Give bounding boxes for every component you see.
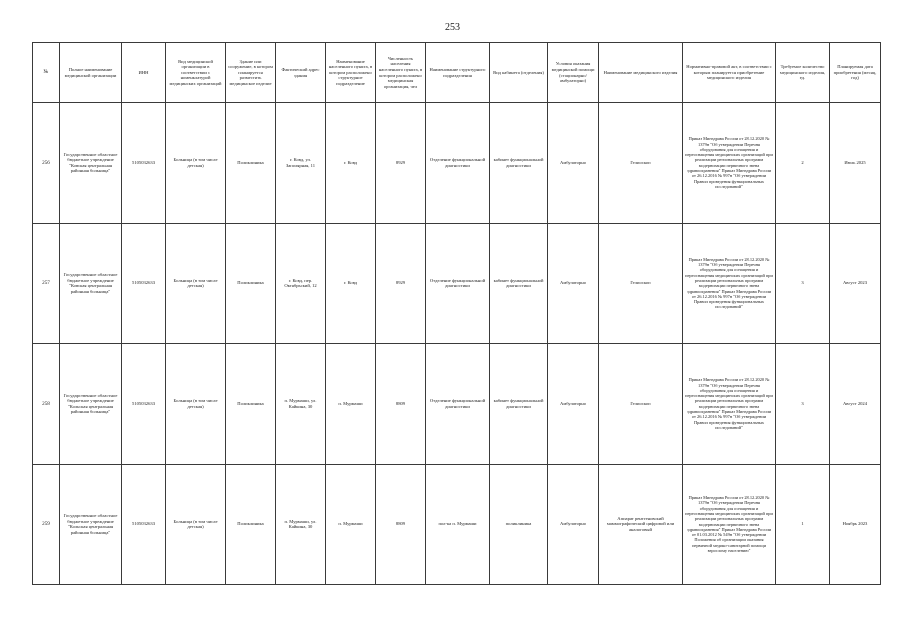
org-name-cell: Государственное областное бюджетное учреждение "Ковская центральная районная больница" [60,223,122,344]
equipment-register-table [32,42,881,585]
cabinet-cell: кабинет функциональной диагностики [490,344,548,465]
population-cell: 8809 [376,464,426,585]
col-header-address: Фактический адрес здания [276,43,326,103]
building-cell: Поликлиника [226,464,276,585]
basis-cell: Приказ Минздрава России от 28.12.2020 № 1379н "Об утверждении Перечня оборудования для оснащения и переоснащения медицинских организаций при реализации региональных программ модернизации первичного звена здравоохранения" Приказ Минздрава России от 26.12.2016 № 997н "Об утверждении Правил проведения функциональных исследований" [683,344,776,465]
table-row [33,464,881,585]
org-type-cell: Больница (в том числе детская) [166,464,226,585]
date-cell: Август 2024 [830,344,881,465]
conditions-cell: Амбулаторно [548,103,599,224]
col-header-inn: ИНН [122,43,166,103]
org-name-cell: Государственное областное бюджетное учреждение "Ковская центральная районная больница" [60,103,122,224]
device-cell: Гелиоскоп [599,103,683,224]
device-cell: Гелиоскоп [599,344,683,465]
col-header-population: Численность населения населенного пункта, в котором расположено медицинская организация, чел [376,43,426,103]
org-type-cell: Больница (в том числе детская) [166,103,226,224]
inn-cell: 5105032633 [122,464,166,585]
col-header-quantity: Требуемое количество медицинского изделия, ед. [776,43,830,103]
locality-cell: г. Ковд [326,103,376,224]
inn-cell: 5105032633 [122,223,166,344]
population-cell: 8809 [376,344,426,465]
address-cell: г. Ковд, ул. Заполярная, 11 [276,103,326,224]
unit-cell: Отделение функциональной диагностики [426,344,490,465]
basis-cell: Приказ Минздрава России от 28.12.2020 № 1379н "Об утверждении Перечня оборудования для оснащения и переоснащения медицинских организаций при реализации региональных программ модернизации первичного звена здравоохранения" Приказ Минздрава России от 26.12.2016 № 997н "Об утверждении Правил проведения функциональных исследований" [683,223,776,344]
org-type-cell: Больница (в том числе детская) [166,344,226,465]
locality-cell: п. Мурмаши [326,344,376,465]
row-number: 258 [33,344,60,465]
cabinet-cell: поликлиника [490,464,548,585]
device-cell: Аппарат рентгеновский маммографический цифровой или аналоговый [599,464,683,585]
building-cell: Поликлиника [226,223,276,344]
org-name-cell: Государственное областное бюджетное учреждение "Кольская центральная районная больница" [60,344,122,465]
locality-cell: г. Ковд [326,223,376,344]
quantity-cell: 3 [776,344,830,465]
row-number: 256 [33,103,60,224]
col-header-org-name: Полное наименование медицинской организации [60,43,122,103]
col-header-device: Наименование медицинского изделия [599,43,683,103]
unit-cell: пол-ка п. Мурмаши [426,464,490,585]
table-header-row [33,43,881,103]
basis-cell: Приказ Минздрава России от 28.12.2020 № 1379н "Об утверждении Перечня оборудования для оснащения и переоснащения медицинских организаций при реализации региональных программ модернизации первичного звена здравоохранения" Приказ Минздрава России от 26.12.2016 № 997н "Об утверждении Правил проведения функциональных исследований" [683,103,776,224]
inn-cell: 5105032633 [122,103,166,224]
conditions-cell: Амбулаторно [548,464,599,585]
date-cell: Август 2023 [830,223,881,344]
col-header-locality: Наименование населенного пункта, в котором расположено структурное подразделение [326,43,376,103]
conditions-cell: Амбулаторно [548,344,599,465]
date-cell: Ноябрь 2023 [830,464,881,585]
col-header-conditions: Условия оказания медицинской помощи (стационарно/амбулаторно) [548,43,599,103]
page-number: 253 [445,22,460,33]
date-cell: Июль 2025 [830,103,881,224]
conditions-cell: Амбулаторно [548,223,599,344]
table-row [33,344,881,465]
col-header-number: № [33,43,60,103]
address-cell: п. Мурмаши, ул. Кайкина, 30 [276,464,326,585]
address-cell: п. Мурмаши, ул. Кайкина, 30 [276,344,326,465]
cabinet-cell: кабинет функциональной диагностики [490,103,548,224]
col-header-building: Здание или сооружение, в котором планируется разместить медицинское изделие [226,43,276,103]
org-name-cell: Государственное областное бюджетное учреждение "Кольская центральная районная больница" [60,464,122,585]
basis-cell: Приказ Минздрава России от 28.12.2020 № 1379н "Об утверждении Перечня оборудования для оснащения и переоснащения медицинских организаций при реализации региональных программ модернизации первичного звена здравоохранения" Приказ Минздрава России от 01.03.2012 № 549н "Об утверждении Положения об организации оказания первичной медико-санитарной помощи взрослому населению" [683,464,776,585]
table-row [33,223,881,344]
locality-cell: п. Мурмаши [326,464,376,585]
col-header-cabinet: Вид кабинета (отделения) [490,43,548,103]
col-header-org-type: Вид медицинской организации в соответствии с номенклатурой медицинских организаций [166,43,226,103]
building-cell: Поликлиника [226,344,276,465]
population-cell: 8929 [376,223,426,344]
table-row [33,103,881,224]
org-type-cell: Больница (в том числе детская) [166,223,226,344]
col-header-basis: Нормативно-правовой акт, в соответствии с которым планируется приобретение медицинского изделия [683,43,776,103]
col-header-unit: Наименование структурного подразделения [426,43,490,103]
row-number: 259 [33,464,60,585]
device-cell: Гелиоскоп [599,223,683,344]
quantity-cell: 1 [776,464,830,585]
unit-cell: Отделение функциональной диагностики [426,223,490,344]
population-cell: 8929 [376,103,426,224]
unit-cell: Отделение функциональной диагностики [426,103,490,224]
col-header-date: Планируемая дата приобретения (месяц, год) [830,43,881,103]
quantity-cell: 2 [776,103,830,224]
quantity-cell: 3 [776,223,830,344]
inn-cell: 5105032633 [122,344,166,465]
address-cell: г. Ковд, пер. Октябрьский, 12 [276,223,326,344]
building-cell: Поликлиника [226,103,276,224]
row-number: 257 [33,223,60,344]
cabinet-cell: кабинет функциональной диагностики [490,223,548,344]
